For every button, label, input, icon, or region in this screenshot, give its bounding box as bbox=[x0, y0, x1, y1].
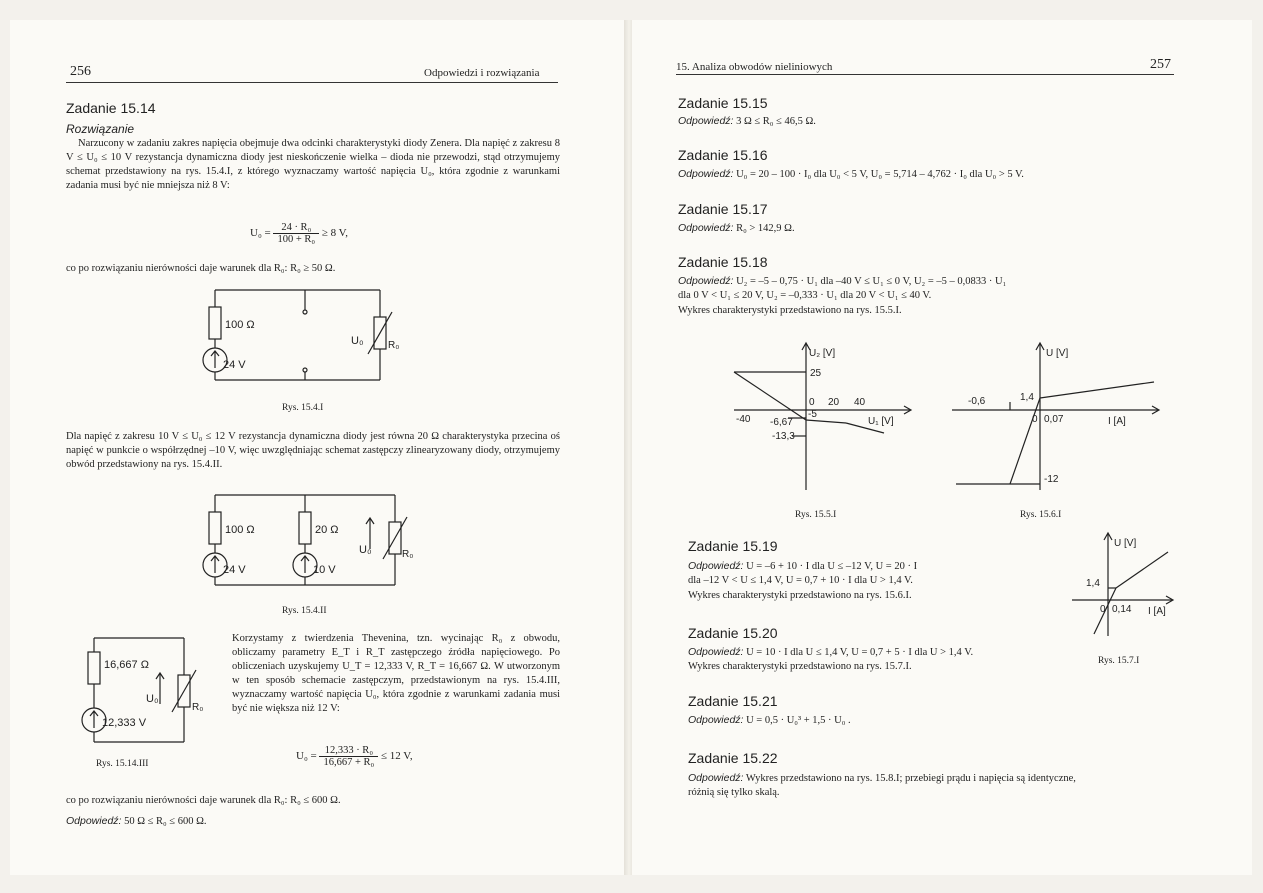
voltage-label: U₀ bbox=[359, 544, 372, 556]
formula-1: U₀ = $\frac{\text{24 · R₀}}{\text{100 + R₀}}$ ≥ 8 V, bbox=[250, 222, 348, 245]
voltage-label: U₀ bbox=[146, 693, 159, 705]
text-line: dla –12 V < U ≤ 1,4 V, U = 0,7 + 10 · I dla U > 1,4 V. bbox=[688, 575, 913, 586]
page-number: 256 bbox=[70, 64, 91, 79]
y-axis-label: U [V] bbox=[1114, 538, 1137, 549]
tick-label: -13,3 bbox=[772, 431, 795, 442]
answer-line: Odpowiedź: R₀ > 142,9 Ω. bbox=[678, 222, 795, 234]
problem-heading: Zadanie 15.20 bbox=[688, 625, 778, 641]
answer-line: Odpowiedź: U = 10 · I dla U ≤ 1,4 V, U = 0,7 + 5 · I dla U > 1,4 V. bbox=[688, 646, 974, 658]
tick-label: -6,67 bbox=[770, 417, 793, 428]
figure-caption: Rys. 15.5.I bbox=[795, 510, 837, 520]
problem-heading: Zadanie 15.17 bbox=[678, 201, 768, 217]
tick-label: 0,07 bbox=[1044, 414, 1064, 425]
figure-caption: Rys. 15.4.I bbox=[282, 403, 324, 413]
tick-label: 0 bbox=[1100, 604, 1106, 615]
answer-line: Odpowiedź: Wykres przedstawiono na rys. 15.8.I; przebiegi prądu i napięcia są identyczne, bbox=[688, 772, 1076, 784]
text-line: Wykres charakterystyki przedstawiono na rys. 15.6.I. bbox=[688, 590, 912, 601]
figure-caption: Rys. 15.6.I bbox=[1020, 510, 1062, 520]
x-axis-label: U₁ [V] bbox=[868, 416, 894, 427]
running-head: 15. Analiza obwodów nieliniowych bbox=[676, 61, 833, 73]
load-label: R₀ bbox=[192, 702, 204, 713]
formula-2: U₀ = $\frac{\text{12,333 · R₀}}{\text{16,667 + R₀}}$ ≤ 12 V, bbox=[296, 745, 413, 768]
circuit-diagram-fig-15-14-3 bbox=[72, 630, 212, 752]
answer-line: Odpowiedź: 3 Ω ≤ R₀ ≤ 46,5 Ω. bbox=[678, 115, 816, 127]
problem-heading: Zadanie 15.21 bbox=[688, 693, 778, 709]
resistor-label: 16,667 Ω bbox=[104, 659, 149, 671]
circuit-diagram-fig-15-4-1 bbox=[195, 282, 405, 392]
answer-line: Odpowiedź: U = –6 + 10 · I dla U ≤ –12 V, U = 20 · I bbox=[688, 560, 918, 572]
page-number: 257 bbox=[1150, 57, 1171, 72]
y-axis-label: U [V] bbox=[1046, 348, 1069, 359]
tick-label: 1,4 bbox=[1086, 578, 1100, 589]
tick-label: -12 bbox=[1044, 474, 1059, 485]
answer-line: Odpowiedź: U = 0,5 · U₀³ + 1,5 · U₀ . bbox=[688, 714, 851, 726]
tick-label: 20 bbox=[828, 397, 840, 408]
source-label-2: 10 V bbox=[313, 564, 336, 576]
text-line: dla 0 V < U₁ ≤ 20 V, U₂ = –0,333 · U₁ dla 20 V < U₁ ≤ 40 V. bbox=[678, 290, 932, 301]
text-line: Wykres charakterystyki przedstawiono na rys. 15.7.I. bbox=[688, 661, 912, 672]
resistor-label-2: 20 Ω bbox=[315, 524, 339, 536]
tick-label: 40 bbox=[854, 397, 866, 408]
figure-caption: Rys. 15.4.II bbox=[282, 606, 327, 616]
tick-label: 25 bbox=[810, 368, 822, 379]
paragraph-1: Narzucony w zadaniu zakres napięcia obejmuje dwa odcinki charakterystyki diody Zenera. Dla napięć z zakresu 8 V ≤ U₀ ≤ 10 V rezystancja dynamiczna diody jest nieskończenie wielka – dioda nie przewodzi, stąd otrzymujemy schemat przedstawiony na rys. 15.4.I, z którego wyznaczamy wartość napięcia U₀, która zgodnie z warunkami zadania musi być nie mniejsza niż 8 V: bbox=[66, 138, 560, 191]
figure-caption: Rys. 15.7.I bbox=[1098, 656, 1140, 666]
solution-subheading: Rozwiązanie bbox=[66, 122, 135, 136]
tick-label: 0 bbox=[1032, 414, 1038, 425]
tick-label: -5 bbox=[808, 409, 817, 420]
graph-fig-15-6-1 bbox=[948, 338, 1168, 498]
resistor-label: 100 Ω bbox=[225, 319, 255, 331]
answer-line: Odpowiedź: U₂ = –5 – 0,75 · U₁ dla –40 V ≤ U₁ ≤ 0 V, U₂ = –5 – 0,0833 · U₁ bbox=[678, 275, 1007, 287]
voltage-label: U₀ bbox=[351, 335, 364, 347]
problem-heading: Zadanie 15.15 bbox=[678, 95, 768, 111]
source-label: 12,333 V bbox=[102, 717, 147, 729]
answer-line: Odpowiedź: 50 Ω ≤ R₀ ≤ 600 Ω. bbox=[66, 815, 207, 827]
graph-fig-15-5-1 bbox=[728, 338, 928, 498]
circuit-diagram-fig-15-4-2 bbox=[195, 487, 415, 597]
text-line: co po rozwiązaniu nierówności daje warunek dla R₀: R₀ ≤ 600 Ω. bbox=[66, 795, 341, 806]
y-axis-label: U₂ [V] bbox=[809, 348, 836, 359]
resistor-label: 100 Ω bbox=[225, 524, 255, 536]
problem-heading: Zadanie 15.22 bbox=[688, 750, 778, 766]
load-label: R₀ bbox=[388, 340, 400, 351]
answer-line: Odpowiedź: U₀ = 20 – 100 · I₀ dla U₀ < 5 V, U₀ = 5,714 – 4,762 · I₀ dla U₀ > 5 V. bbox=[678, 168, 1024, 180]
load-label: R₀ bbox=[402, 549, 414, 560]
source-label: 24 V bbox=[223, 564, 246, 576]
header-rule bbox=[66, 82, 558, 83]
problem-heading: Zadanie 15.14 bbox=[66, 100, 156, 116]
problem-heading: Zadanie 15.16 bbox=[678, 147, 768, 163]
tick-label: 0 bbox=[809, 397, 815, 408]
figure-caption: Rys. 15.14.III bbox=[96, 759, 149, 769]
x-axis-label: I [A] bbox=[1148, 606, 1166, 617]
graph-fig-15-7-1 bbox=[1068, 528, 1180, 642]
problem-heading: Zadanie 15.18 bbox=[678, 254, 768, 270]
tick-label: 1,4 bbox=[1020, 392, 1034, 403]
tick-label: 0,14 bbox=[1112, 604, 1132, 615]
paragraph-3: Korzystamy z twierdzenia Thevenina, tzn. wycinając R₀ z obwodu, obliczamy parametry E_T i R_T zastępczego źródła napięciowego. Po obliczeniach uzyskujemy U_T = 12,333 V, R_T = 16,667 Ω. W utworzonym w ten sposób schemacie zastępczym, przedstawionym na rys. 15.4.III, wyznaczamy wartość napięcia U₀, która zgodnie z warunkami zadania musi być nie większa niż 12 V: bbox=[232, 633, 560, 714]
paragraph-2: Dla napięć z zakresu 10 V ≤ U₀ ≤ 12 V rezystancja dynamiczna diody jest równa 20 Ω charakterystyka przecina oś napięć w punkcie o współrzędnej –10 V, więc uwzględniając schemat zastępczy zlinearyzowany diody, otrzymujemy obwód przedstawiony na rys. 15.4.II. bbox=[66, 431, 560, 470]
text-line: Wykres charakterystyki przedstawiono na rys. 15.5.I. bbox=[678, 305, 902, 316]
x-axis-label: I [A] bbox=[1108, 416, 1126, 427]
running-head: Odpowiedzi i rozwiązania bbox=[424, 67, 540, 79]
problem-heading: Zadanie 15.19 bbox=[688, 538, 778, 554]
header-rule bbox=[676, 74, 1174, 75]
tick-label: -0,6 bbox=[968, 396, 986, 407]
source-label: 24 V bbox=[223, 359, 246, 371]
text-line: różnią się tylko skalą. bbox=[688, 787, 780, 798]
tick-label: -40 bbox=[736, 414, 751, 425]
text-line: co po rozwiązaniu nierówności daje warunek dla R₀: R₀ ≥ 50 Ω. bbox=[66, 263, 336, 274]
